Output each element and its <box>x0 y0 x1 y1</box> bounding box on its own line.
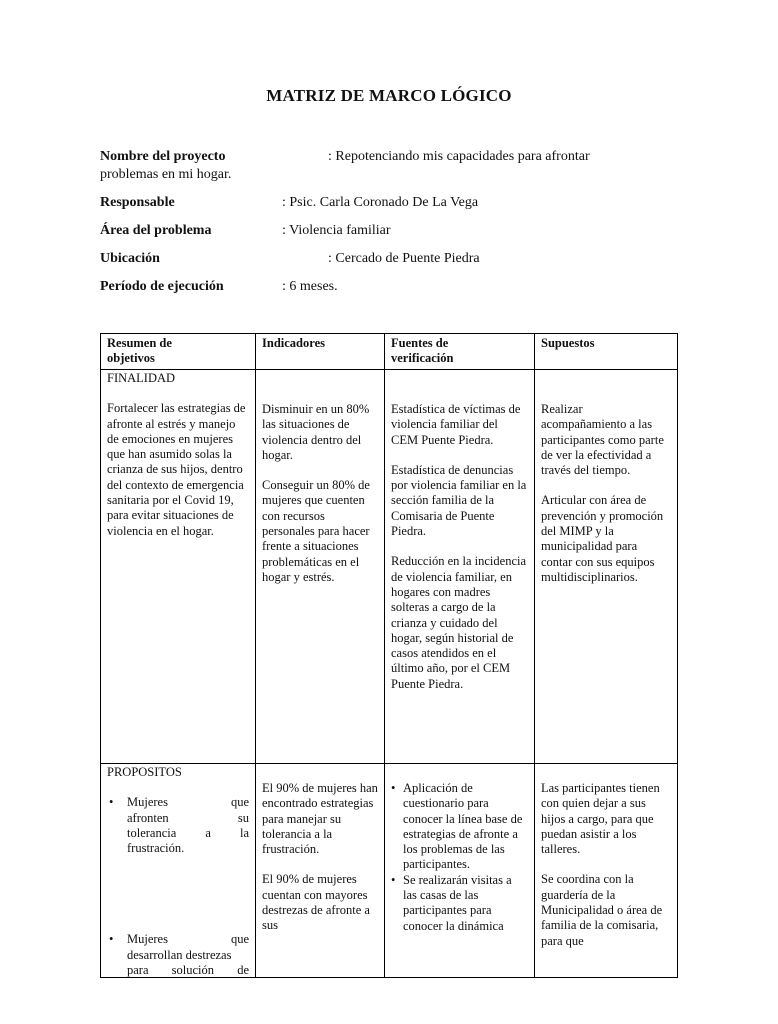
bullet-2-word: para <box>127 963 149 978</box>
field-responsible-value: : Psic. Carla Coronado De La Vega <box>282 195 479 210</box>
cell-propositos-indicators <box>256 764 385 978</box>
bullet-icon: • <box>391 872 396 887</box>
cell-finalidad-sources <box>385 370 535 764</box>
field-problem-area-label: Área del problema <box>100 223 212 238</box>
table-header-row <box>101 334 678 370</box>
bullet-1-word: la <box>239 825 249 840</box>
bullet-2-word: desarrollan destrezas <box>127 947 232 962</box>
field-location-value: : Cercado de Puente Piedra <box>328 251 480 266</box>
cell-finalidad-objective <box>101 370 256 764</box>
bullet-1-word: que <box>230 795 249 810</box>
field-period <box>100 278 338 296</box>
bullet-1-word: a <box>205 825 211 840</box>
bullet-icon: • <box>391 781 396 795</box>
list-item <box>391 781 528 873</box>
finalidad-source-2: Estadística de denuncias por violencia familiar en la sección familia de la Comisaria de Puente Piedra. <box>391 462 527 539</box>
propositos-assumption-2: Se coordina con la guardería de la Municipalidad o área de familia de la comisaria, para que <box>541 872 663 948</box>
finalidad-indicator-2: Conseguir un 80% de mujeres que cuenten con recursos personales para hacer frente a situaciones problemáticas en el hogar y estrés. <box>262 478 370 584</box>
header-objectives-line2: objetivos <box>107 351 155 366</box>
finalidad-assumption-2: Articular con área de prevención y promoción del MIMP y la municipalidad para contar con sus equipos multidisciplinarios. <box>541 493 664 584</box>
bullet-icon: • <box>109 932 114 947</box>
bullet-1-word: afronten <box>127 810 169 825</box>
logical-framework-table <box>100 333 678 978</box>
propositos-source-2: Se realizarán visitas a las casas de las participantes para conocer la dinámica <box>403 872 512 933</box>
field-period-value: : 6 meses. <box>282 279 338 294</box>
field-location-label: Ubicación <box>100 251 160 266</box>
cell-propositos-assumptions <box>535 764 678 978</box>
list-item <box>107 932 249 978</box>
field-project-value-continued: problemas en mi hogar. <box>100 167 232 182</box>
cell-finalidad-assumptions <box>535 370 678 764</box>
finalidad-indicator-1: Disminuir en un 80% las situaciones de violencia dentro del hogar. <box>262 402 370 462</box>
bullet-2-word: de <box>237 963 249 978</box>
header-verification-line2: verificación <box>391 351 454 366</box>
finalidad-source-3: Reducción en la incidencia de violencia familiar, en hogares con madres solteras a cargo de la crianza y cuidado del hogar, según historial de casos atendidos en el último año, por el CEM Puente Piedra. <box>391 554 527 691</box>
header-objectives <box>101 334 256 370</box>
document-title: MATRIZ DE MARCO LÓGICO <box>266 86 512 105</box>
field-location <box>100 250 480 268</box>
bullet-2-word: que <box>230 932 249 947</box>
table-row-finalidad <box>101 370 678 764</box>
cell-propositos-objective <box>101 764 256 978</box>
section-label-propositos: PROPOSITOS <box>107 765 182 779</box>
list-item <box>391 873 528 934</box>
propositos-source-1: Aplicación de cuestionario para conocer la línea base de estrategias de afronte a los problemas de las participantes. <box>403 781 523 872</box>
field-project-value: : Repotenciando mis capacidades para afrontar <box>328 149 590 164</box>
finalidad-assumption-1: Realizar acompañamiento a las participantes como parte de ver la efectividad a través del tiempo. <box>541 402 664 478</box>
header-assumptions-text: Supuestos <box>541 336 595 350</box>
finalidad-source-1: Estadística de víctimas de violencia familiar del CEM Puente Piedra. <box>391 402 521 447</box>
header-verification-line1: Fuentes de <box>391 336 449 350</box>
list-item <box>107 795 249 856</box>
header-objectives-line1: Resumen de <box>107 336 172 350</box>
header-assumptions <box>535 334 678 370</box>
bullet-1-word: su <box>237 810 249 825</box>
header-indicators <box>256 334 385 370</box>
bullet-icon: • <box>109 795 114 810</box>
field-period-label: Período de ejecución <box>100 279 224 294</box>
field-responsible-label: Responsable <box>100 195 175 210</box>
field-project-label: Nombre del proyecto <box>100 149 226 164</box>
field-problem-area <box>100 222 391 240</box>
header-verification <box>385 334 535 370</box>
table-row-propositos <box>101 764 678 978</box>
finalidad-objective-text: Fortalecer las estrategias de afronte al estrés y manejo de emociones en mujeres que han asumido solas la crianza de sus hijos, dentro del contexto de emergencia sanitaria por el Covid 19, para evitar situaciones de violencia en el hogar. <box>107 401 246 538</box>
header-indicators-text: Indicadores <box>262 336 325 350</box>
field-problem-area-value: : Violencia familiar <box>282 223 391 238</box>
bullet-1-word: Mujeres <box>127 795 168 810</box>
bullet-2-word: Mujeres <box>127 932 168 947</box>
cell-finalidad-indicators <box>256 370 385 764</box>
bullet-2-word: solución <box>171 963 215 978</box>
propositos-sources-list <box>391 781 528 934</box>
cell-propositos-sources <box>385 764 535 978</box>
bullet-1-word: frustración. <box>127 841 185 856</box>
propositos-objective-list <box>107 795 249 978</box>
field-project <box>100 148 660 184</box>
section-label-finalidad: FINALIDAD <box>107 371 176 385</box>
propositos-assumption-1: Las participantes tienen con quien dejar a sus hijos a cargo, para que puedan asistir a los talleres. <box>541 781 660 857</box>
propositos-indicator-1: El 90% de mujeres han encontrado estrategias para manejar su tolerancia a la frustración. <box>262 781 378 857</box>
bullet-1-word: tolerancia <box>127 825 177 840</box>
field-responsible <box>100 194 479 212</box>
propositos-indicator-2: El 90% de mujeres cuentan con mayores destrezas de afronte a sus <box>262 872 370 933</box>
